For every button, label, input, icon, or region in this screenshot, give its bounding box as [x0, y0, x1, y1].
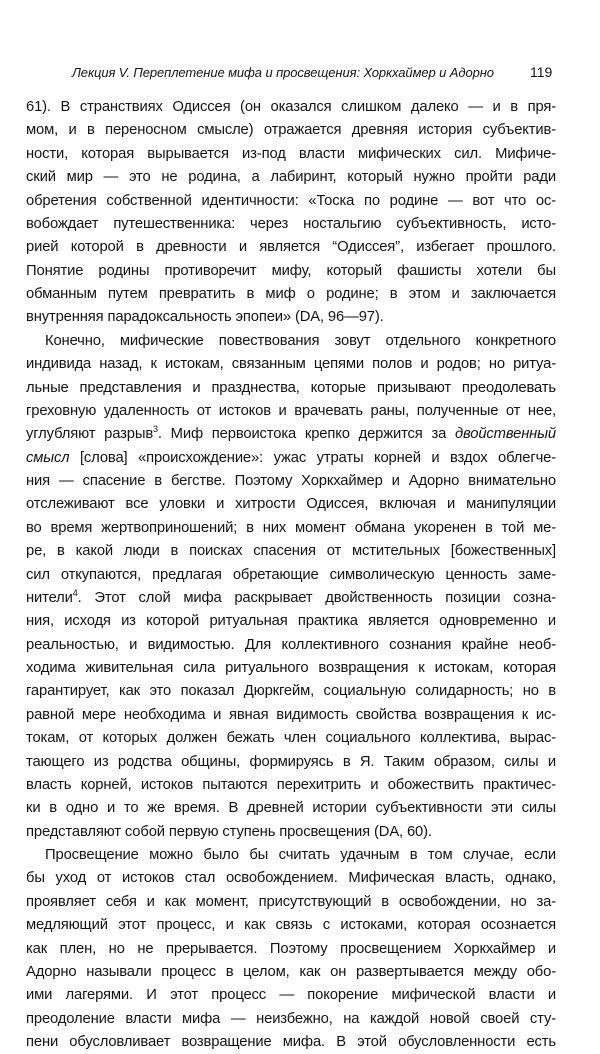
paragraph-3 [26, 844, 556, 1054]
text-line: как плен, но не прерывается. Поэтому просвещением Хоркхаймер и [26, 940, 556, 957]
text-line: ре, в какой люди в поисках спасения от мстительных [божественных] [26, 543, 556, 560]
text-line: пени обусловливает возвращение мифа. В этой обусловленности есть [26, 1034, 556, 1050]
text-line: 61). В странствиях Одиссея (он оказался слишком далеко — и в пря- [26, 99, 556, 115]
page-number: 119 [530, 64, 553, 80]
text-line: преодоление власти мифа — неизбежно, на каждой новой своей сту- [26, 1010, 556, 1027]
page-header [0, 0, 600, 86]
text-line: проявляет себя и как момент, присутствующий в освобождении, но за- [26, 893, 556, 910]
text-line: равной мере необходима и явная видимость свойства возвращения к ис- [26, 706, 556, 723]
text-line: ский мир — это не родина, а лабиринт, который нужно пройти ради [26, 169, 556, 186]
text-line: ности, которая вырывается из-под власти мифических сил. Мифиче- [26, 145, 556, 162]
text-line: льные представления и празднества, которые призывают преодолевать [26, 379, 556, 396]
paragraph-2 [26, 330, 556, 844]
text-line: Конечно, мифические повествования зовут отдельного конкретного [45, 332, 556, 349]
text-line: индивида назад, к истокам, связанным цепями полов и родов; но ритуа- [26, 356, 556, 373]
paragraph-1 [26, 96, 556, 330]
text-line: Понятие родины противоречит мифу, который фашисты хотели бы [26, 262, 556, 279]
text-line: во время жертвоприношений; в них момент обмана укоренен в той ме- [26, 519, 556, 536]
footnote-marker: 4 [72, 587, 78, 598]
text-line: обретения собственной идентичности: «Тоска по родине — вот что ос- [26, 192, 556, 209]
text-line: ими лагерями. И этот процесс — покорение мифической власти и [26, 987, 556, 1004]
text-line: вобождает путешественника: через ностальгию субъективность, исто- [26, 215, 556, 232]
text-line [26, 423, 556, 446]
footnote-marker: 3 [153, 424, 158, 435]
text-line: гарантирует, как это показал Дюркгейм, социальную солидарность; но в [26, 683, 556, 700]
text-line: власть корней, истоков пытаются перехитрить и обожествить практичес- [26, 776, 556, 793]
text-line [26, 447, 556, 470]
text-line: ния, исходя из которой ритуальная практика является одновременно и [26, 613, 556, 630]
text-line: тающего из родства общины, формируясь в Я. Таким образом, силы и [26, 753, 556, 770]
italic-term: двойственный [455, 426, 556, 443]
text-line: обманным путем превратить в миф о родине; в этом и заключается [26, 286, 556, 302]
text-line: ходима живительная сила ритуального возвращения к истокам, которая [26, 660, 556, 676]
text-line: реальностью, и видимостью. Для коллективного сознания крайне необ- [26, 636, 556, 653]
text-line: представляют собой первую ступень просвещения (DA, 60). [26, 823, 432, 840]
text-line: внутренняя парадоксальность эпопеи» (DA, 96—97). [26, 309, 384, 326]
text-line: медляющий этот процесс, и как связь с истоками, которая осознается [26, 917, 556, 934]
text-line: сил откупаются, предлагая обретающие символическую ценность заме- [26, 566, 556, 583]
text-line: токам, от которых должен бежать член социального коллектива, вырас- [26, 730, 556, 747]
running-title: Лекция V. Переплетение мифа и просвещения: Хоркхаймер и Адорно [72, 65, 494, 80]
text-line: ки в одно и то же время. В древней истории субъективности эти силы [26, 800, 556, 817]
italic-term: смысл [26, 449, 70, 466]
text-line: греховную удаленность от истоков и врачевать раны, полученные от нее, [26, 402, 556, 419]
text-line: мом, и в переносном смысле) отражается древняя история субъектив- [26, 122, 556, 139]
text-line: бы уход от истоков стал освобождением. Мифическая власть, однако, [26, 870, 556, 887]
text-segment: нители [26, 589, 73, 606]
text-segment: . Этот слой мифа раскрывает двойственность позиции созна- [77, 589, 556, 606]
text-line: отслеживают все уловки и хитрости Одиссея, включая и манипуляции [26, 496, 556, 513]
text-segment: . Миф первоистока крепко держится за [157, 426, 455, 443]
text-segment: углубляют разрыв [26, 426, 154, 443]
text-line [26, 587, 556, 610]
text-line: ния — спасение в бегстве. Поэтому Хоркхаймер и Адорно внимательно [26, 473, 556, 489]
text-segment: [слова] «происхождение»: ужас утраты корней и вздох облегче- [69, 449, 556, 466]
body-text [26, 96, 556, 1054]
text-line: Адорно называли процесс в целом, как он развертывается между обо- [26, 963, 556, 980]
text-line: Просвещение можно было бы считать удачным в том случае, если [45, 847, 556, 863]
text-line: рией которой в древности и является “Одиссея”, избегает прошлого. [26, 239, 556, 256]
